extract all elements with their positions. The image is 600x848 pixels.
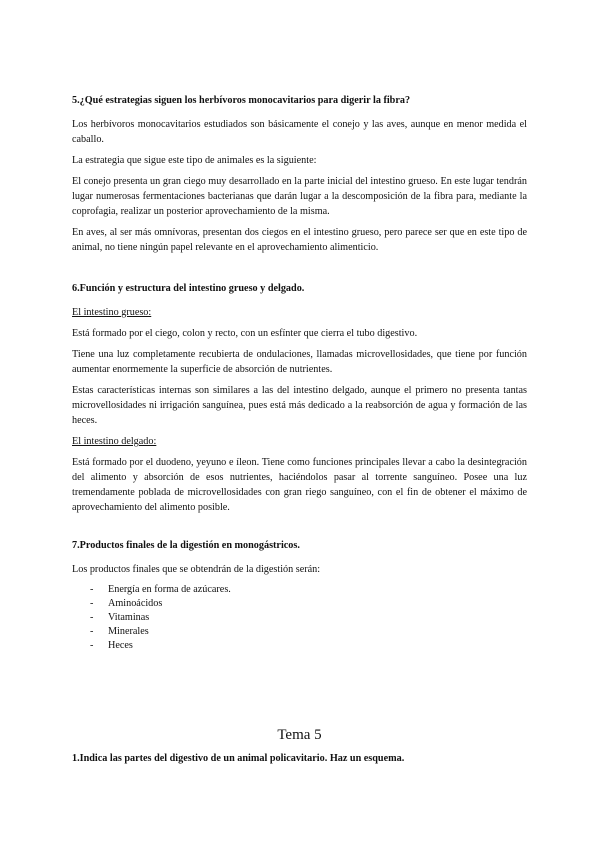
document-page — [72, 93, 527, 775]
tema-question-1: 1.Indica las partes del digestivo de un animal policavitario. Haz un esquema. — [72, 753, 405, 764]
section-6-heading: 6.Función y estructura del intestino grueso y delgado. — [72, 283, 305, 294]
section-5-heading: 5.¿Qué estrategias siguen los herbívoros monocavitarios para digerir la fibra? — [72, 95, 411, 106]
list-item: - Aminoácidos — [90, 597, 527, 611]
section-7-heading: 7.Productos finales de la digestión en monogástricos. — [72, 540, 300, 551]
section-6-paragraph-3: Estas características internas son similares a las del intestino delgado, aunque el primero no presenta tantas microvellosidades ni irrigación sanguínea, pues está más dedicado a la reabsorción de agua y formación de las heces. — [72, 385, 527, 426]
list-item: - Heces — [90, 639, 527, 653]
section-6-paragraph-1: Está formado por el ciego, colon y recto, con un esfínter que cierra el tubo digestivo. — [72, 328, 418, 339]
final-products-list — [72, 583, 527, 653]
section-5-paragraph-3: El conejo presenta un gran ciego muy desarrollado en la parte inicial del intestino grueso. En este lugar tendrán lugar numerosas fermentaciones bacterianas que darán lugar a la descomposición de la fibra para, mediante la coprofagia, realizar un posterior aprovechamiento de la misma. — [72, 176, 527, 217]
section-6-paragraph-2: Tiene una luz completamente recubierta de ondulaciones, llamadas microvellosidades, que tiene por función aumentar enormemente la superficie de absorción de nutrientes. — [72, 349, 527, 375]
list-item: - Energía en forma de azúcares. — [90, 583, 527, 597]
large-intestine-subheading: El intestino grueso: — [72, 307, 152, 318]
section-6-paragraph-4: Está formado por el duodeno, yeyuno e íleon. Tiene como funciones principales llevar a cabo la desintegración del alimento y absorción de esos nutrientes, haciéndolos pasar al torrente sanguíneo. Posee una luz tremendamente poblada de microvellosidades con gran riego sanguíneo, con el fin de obtener el máximo de aprovechamiento del alimento posible. — [72, 457, 527, 513]
section-5-paragraph-4: En aves, al ser más omnívoras, presentan dos ciegos en el intestino grueso, pero parece ser que en este tipo de animal, no tiene ningún papel relevante en el aprovechamiento alimenticio. — [72, 227, 527, 253]
list-item: - Minerales — [90, 625, 527, 639]
section-5-paragraph-1: Los herbívoros monocavitarios estudiados son básicamente el conejo y las aves, aunque en menor medida el caballo. — [72, 119, 527, 145]
section-5-paragraph-2: La estrategia que sigue este tipo de animales es la siguiente: — [72, 155, 317, 166]
list-item: - Vitaminas — [90, 611, 527, 625]
tema-title: Tema 5 — [277, 727, 322, 743]
section-7-paragraph-1: Los productos finales que se obtendrán de la digestión serán: — [72, 564, 321, 575]
small-intestine-subheading: El intestino delgado: — [72, 436, 157, 447]
